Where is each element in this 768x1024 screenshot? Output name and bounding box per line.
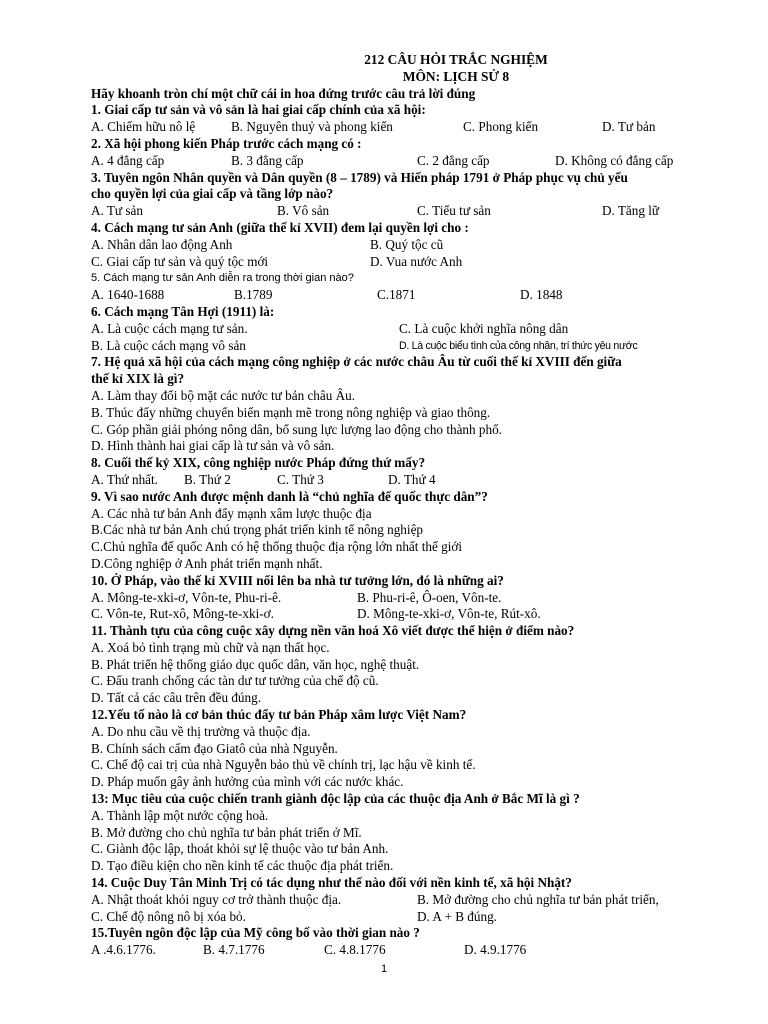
answers-1 [91, 119, 731, 136]
option-b[interactable]: B. Quý tộc cũ [370, 236, 444, 252]
question-3-line-1: 3. Tuyên ngôn Nhân quyền và Dân quyền (8 – 1789) và Hiến pháp 1791 ở Pháp phục vụ chủ yếu [91, 169, 628, 185]
option-d[interactable]: D. 4.9.1776 [464, 942, 527, 958]
option-c[interactable]: C. Đấu tranh chống các tàn dư tư tưởng của chế độ cũ. [91, 673, 379, 689]
option-b[interactable]: B.1789 [234, 287, 273, 303]
option-c[interactable]: C. Giai cấp tư sản và quý tộc mới [91, 253, 269, 269]
question-7-line-2: thế kỉ XIX là gì? [91, 371, 185, 387]
answers-6a [91, 321, 731, 338]
question-11: 11. Thành tựu của công cuộc xây dựng nền văn hoá Xô viết được thể hiện ở điểm nào? [91, 623, 575, 639]
option-a[interactable]: A. Mông-te-xki-ơ, Vôn-te, Phu-ri-ê. [91, 589, 282, 605]
answers-14a [91, 892, 731, 909]
option-b[interactable]: B.Các nhà tư bản Anh chú trọng phát triển kinh tế nông nghiệp [91, 522, 424, 538]
instruction: Hãy khoanh tròn chí một chữ cái in hoa đứng trước câu trả lời đúng [91, 85, 476, 101]
option-a[interactable]: A. 4 đẳng cấp [91, 152, 165, 168]
option-b[interactable]: B. Mở đường cho chủ nghĩa tư bản phát triển, [417, 891, 659, 907]
answers-3 [91, 203, 731, 220]
answers-6b [91, 338, 731, 355]
answers-15 [91, 942, 731, 959]
option-d[interactable]: D. 1848 [520, 287, 563, 303]
option-a[interactable]: A. Nhật thoát khỏi nguy cơ trở thành thuộc địa. [91, 891, 342, 907]
page-number: 1 [380, 963, 388, 975]
option-c[interactable]: C. 2 đẳng cấp [417, 152, 490, 168]
option-c[interactable]: C. Giành độc lập, thoát khỏi sự lệ thuộc vào tư bản Anh. [91, 841, 389, 857]
option-b[interactable]: B. Mở đường cho chủ nghĩa tư bản phát triển ở Mĩ. [91, 824, 362, 840]
option-a[interactable]: A. Làm thay đổi bộ mặt các nước tư bản châu Âu. [91, 387, 356, 403]
option-a[interactable]: A. Nhân dân lao động Anh [91, 236, 233, 252]
option-c[interactable]: C. 4.8.1776 [324, 942, 386, 958]
question-1: 1. Giai cấp tư sản và vô sản là hai giai cấp chính của xã hội: [91, 102, 426, 118]
question-8: 8. Cuối thế kỷ XIX, công nghiệp nước Pháp đứng thứ mấy? [91, 455, 426, 471]
option-b[interactable]: B. 3 đẳng cấp [231, 152, 304, 168]
answers-4a [91, 237, 731, 254]
option-d[interactable]: D. Không có đẳng cấp [555, 152, 674, 168]
question-6: 6. Cách mạng Tân Hợi (1911) là: [91, 303, 275, 319]
option-b[interactable]: B. Nguyên thuỷ và phong kiến [231, 119, 393, 135]
option-c[interactable]: C. Chế độ cai trị của nhà Nguyễn bảo thủ về chính trị, lạc hậu về kinh tế. [91, 757, 476, 773]
doc-title: 212 CÂU HỎI TRẮC NGHIỆM [364, 52, 548, 67]
option-c[interactable]: C.1871 [377, 287, 416, 303]
answers-2 [91, 153, 731, 170]
option-c[interactable]: C. Thứ 3 [277, 471, 324, 487]
option-a[interactable]: A. Tư sản [91, 203, 143, 219]
question-15: 15.Tuyên ngôn độc lập của Mỹ công bố vào thời gian nào ? [91, 925, 420, 941]
answers-4b [91, 254, 731, 271]
option-c[interactable]: C.Chủ nghĩa đế quốc Anh có hệ thống thuộc địa rộng lớn nhất thế giới [91, 539, 463, 555]
option-b[interactable]: B. Vô sản [277, 203, 330, 219]
answers-10b [91, 606, 731, 623]
option-d[interactable]: D. Tạo điều kiện cho nền kinh tế các thuộc địa phát triển. [91, 858, 394, 874]
option-b[interactable]: B. Chính sách cấm đạo Giatô của nhà Nguyễn. [91, 740, 338, 756]
option-d[interactable]: D. A + B đúng. [417, 908, 497, 924]
option-c[interactable]: C. Tiểu tư sản [417, 203, 491, 219]
option-a[interactable]: A. 1640-1688 [91, 287, 165, 303]
option-a[interactable]: A. Chiếm hữu nô lệ [91, 119, 196, 135]
question-2: 2. Xã hội phong kiến Pháp trước cách mạng có : [91, 135, 362, 151]
question-5: 5. Cách mạng tư sản Anh diễn ra trong thời gian nào? [91, 272, 354, 285]
question-14: 14. Cuộc Duy Tân Minh Trị có tác dụng như thế nào đối với nền kinh tế, xã hội Nhật? [91, 875, 572, 891]
option-a[interactable]: A. Thứ nhất. [91, 471, 158, 487]
option-d[interactable]: D. Tư bản [602, 119, 656, 135]
option-b[interactable]: B. Thúc đẩy những chuyển biến mạnh mẽ trong nông nghiệp và giao thông. [91, 404, 491, 420]
option-a[interactable]: A. Xoá bỏ tình trạng mù chữ và nạn thất học. [91, 639, 330, 655]
option-b[interactable]: B. Phát triển hệ thống giáo dục quốc dân, văn học, nghệ thuật. [91, 656, 420, 672]
option-d[interactable]: D. Là cuộc biểu tình của công nhân, trí thức yêu nước [399, 339, 638, 352]
question-10: 10. Ở Pháp, vào thế kỉ XVIII nổi lên ba nhà tư tưởng lớn, đó là những ai? [91, 572, 504, 588]
question-9: 9. Vì sao nước Anh được mệnh danh là “chủ nghĩa đế quốc thực dân”? [91, 488, 488, 504]
option-c[interactable]: C. Vôn-te, Rut-xô, Mông-te-xki-ơ. [91, 606, 274, 622]
option-d[interactable]: D. Tất cả các câu trên đều đúng. [91, 690, 262, 706]
option-c[interactable]: C. Là cuộc khởi nghĩa nông dân [399, 320, 569, 336]
option-d[interactable]: D.Công nghiệp ở Anh phát triển mạnh nhất. [91, 555, 323, 571]
answers-5 [91, 287, 731, 304]
option-c[interactable]: C. Góp phần giải phóng nông dân, bổ sung lực lượng lao động cho thành phố. [91, 421, 502, 437]
option-d[interactable]: D. Vua nước Anh [370, 253, 463, 269]
option-d[interactable]: D. Hình thành hai giai cấp là tư sản và vô sản. [91, 438, 335, 454]
question-4: 4. Cách mạng tư sản Anh (giữa thế kỉ XVII) đem lại quyền lợi cho : [91, 219, 469, 235]
option-a[interactable]: A. Các nhà tư bản Anh đẩy mạnh xâm lược thuộc địa [91, 505, 372, 521]
option-a[interactable]: A. Là cuộc cách mạng tư sản. [91, 320, 248, 336]
option-c[interactable]: C. Phong kiến [463, 119, 539, 135]
option-b[interactable]: B. Phu-ri-ê, Ô-oen, Vôn-te. [357, 589, 502, 605]
answers-14b [91, 909, 731, 926]
question-7-line-1: 7. Hệ quả xã hội của cách mạng công nghiệp ở các nước châu Âu từ cuối thế kỉ XVIII đến giữa [91, 354, 622, 370]
option-b[interactable]: B. Là cuộc cách mạng vô sản [91, 337, 246, 353]
option-b[interactable]: B. 4.7.1776 [203, 942, 265, 958]
option-a[interactable]: A. Do nhu cầu về thị trường và thuộc địa. [91, 723, 311, 739]
option-a[interactable]: A. Thành lập một nước cộng hoà. [91, 807, 269, 823]
question-13: 13: Mục tiêu của cuộc chiến tranh giành độc lập của các thuộc địa Anh ở Bắc Mĩ là gì ? [91, 791, 580, 807]
option-d[interactable]: D. Mông-te-xki-ơ, Vôn-te, Rút-xô. [357, 606, 541, 622]
document-page [91, 52, 731, 959]
option-a[interactable]: A .4.6.1776. [91, 942, 156, 958]
question-3-line-2: cho quyền lợi của giai cấp và tầng lớp nào? [91, 186, 334, 202]
option-d[interactable]: D. Tăng lữ [602, 203, 660, 219]
answers-10a [91, 590, 731, 607]
option-d[interactable]: D. Thứ 4 [388, 471, 436, 487]
question-12: 12.Yếu tố nào là cơ bản thúc đẩy tư bản Pháp xâm lược Việt Nam? [91, 707, 467, 723]
answers-8 [91, 472, 731, 489]
option-b[interactable]: B. Thứ 2 [184, 471, 231, 487]
option-d[interactable]: D. Pháp muốn gây ảnh hưởng của mình với các nước khác. [91, 774, 404, 790]
doc-subtitle: MÔN: LỊCH SỬ 8 [402, 68, 510, 84]
option-c[interactable]: C. Chế độ nông nô bị xóa bỏ. [91, 908, 246, 924]
